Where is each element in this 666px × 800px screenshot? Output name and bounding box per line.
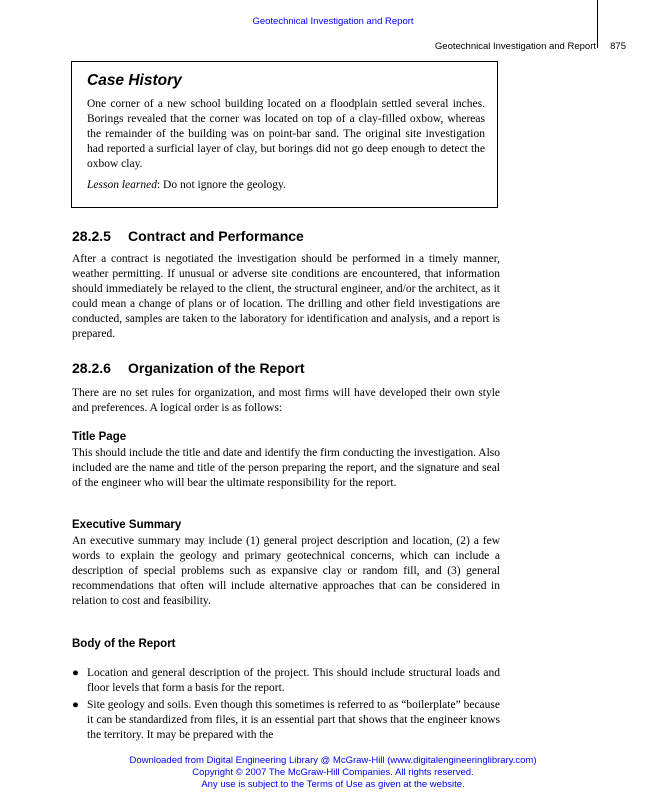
lesson-learned-label: Lesson learned xyxy=(87,179,157,191)
section-heading-contract xyxy=(72,228,304,244)
download-banner: Geotechnical Investigation and Report xyxy=(252,16,414,27)
list-item-text: Location and general description of the project. This should include structural loads and floor levels that form a basis for the report. xyxy=(87,667,500,694)
body-of-report-heading: Body of the Report xyxy=(72,638,176,650)
page-number: 875 xyxy=(610,41,626,52)
footer-download-link[interactable]: Downloaded from Digital Engineering Library @ McGraw-Hill (www.digitalengineeringlibrary.com) xyxy=(129,755,537,766)
organization-intro: There are no set rules for organization, and most firms will have developed their own style and preferences. A logical order is as follows: xyxy=(72,387,500,414)
section-title: Organization of the Report xyxy=(128,360,305,376)
bullet-icon: ● xyxy=(72,699,79,711)
title-page-paragraph: This should include the title and date and identify the firm conducting the investigation. Also included are the name and title of the person preparing the report, and the signature and seal of the engineer who will bear the ultimate responsibility for the report. xyxy=(72,447,500,489)
header-rule xyxy=(597,0,598,48)
section-title: Contract and Performance xyxy=(128,228,304,244)
footer-terms[interactable]: Any use is subject to the Terms of Use as given at the website. xyxy=(201,779,465,790)
section-number: 28.2.6 xyxy=(72,360,111,376)
section-heading-organization xyxy=(72,360,305,376)
lesson-learned-text: : Do not ignore the geology. xyxy=(156,179,286,191)
case-history-title: Case History xyxy=(87,72,182,89)
executive-summary-heading: Executive Summary xyxy=(72,519,182,531)
list-item xyxy=(72,698,500,743)
bullet-icon: ● xyxy=(72,667,79,679)
list-item xyxy=(72,666,500,696)
section-number: 28.2.5 xyxy=(72,228,111,244)
executive-summary-paragraph: An executive summary may include (1) general project description and location, (2) a few words to explain the geology and primary geotechnical concerns, which can include a description of special problems such as expansive clay or random fill, and (3) general recommendations that often will include alternative approaches that can be considered in relation to cost and feasibility. xyxy=(72,535,500,607)
case-history-box xyxy=(71,61,498,208)
lesson-learned xyxy=(87,179,286,191)
list-item-text: Site geology and soils. Even though this sometimes is referred to as “boilerplate” because it can be standardized from files, it is an essential part that shows that the engineer knows the territory. It may be prepared with the xyxy=(87,699,500,741)
footer-copyright: Copyright © 2007 The McGraw-Hill Companies. All rights reserved. xyxy=(192,767,474,778)
contract-paragraph: After a contract is negotiated the investigation should be performed in a timely manner, weather permitting. If unusual or adverse site conditions are encountered, that information should immediately be relayed to the client, the structural engineer, and/or the architect, as it could mean a change of plans or of location. The drilling and other field investigations are conducted, samples are taken to the laboratory for identification and analysis, and a report is prepared. xyxy=(72,253,500,340)
running-head: Geotechnical Investigation and Report xyxy=(434,41,596,52)
case-history-body: One corner of a new school building located on a floodplain settled several inches. Borings revealed that the corner was located on top of a clay-filled oxbow, whereas the remainder of the building was on point-bar sand. The original site investigation had reported a surficial layer of clay, but borings did not go deep enough to detect the oxbow clay. xyxy=(87,98,485,170)
title-page-heading: Title Page xyxy=(72,431,127,443)
